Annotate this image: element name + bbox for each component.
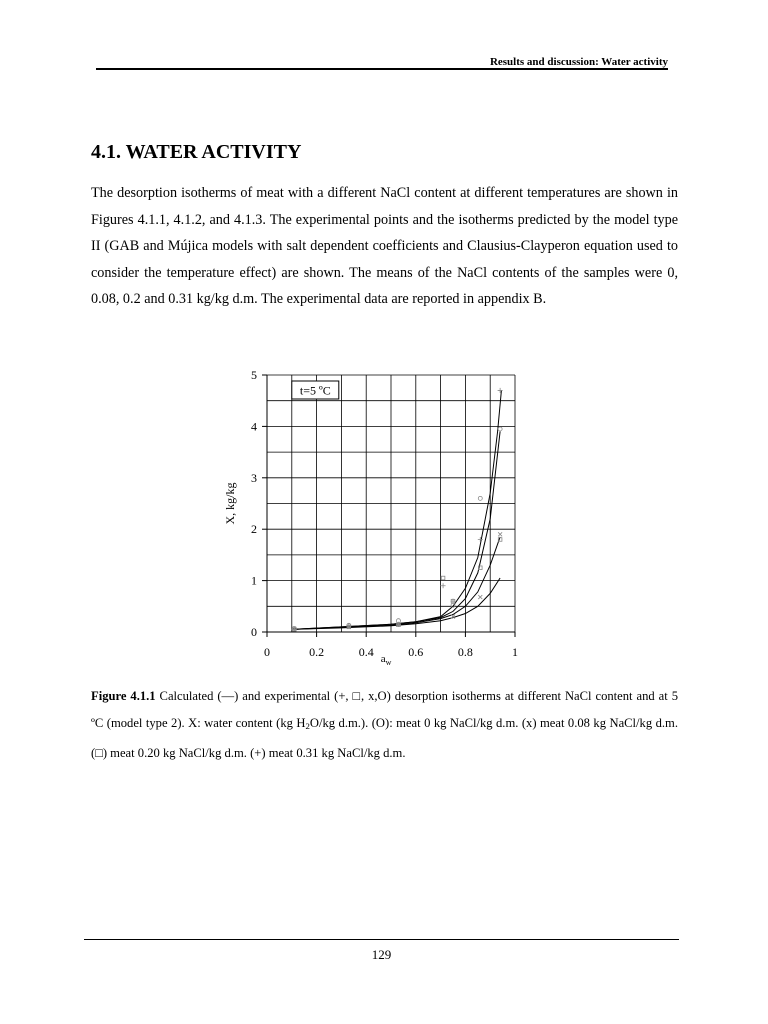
y-tick-label: 5 — [251, 368, 257, 382]
model-curve-2 — [292, 432, 500, 630]
experimental-points — [292, 388, 503, 632]
y-tick-label: 3 — [251, 470, 257, 485]
data-point-x — [498, 532, 502, 536]
caption-box-glyph-1: □ — [352, 689, 361, 703]
figure-caption — [91, 683, 678, 767]
y-tick-label: 2 — [251, 522, 257, 537]
body-paragraph: The desorption isotherms of meat with a different NaCl content at different temperatures are shown in Figures 4.1.1, 4.1.2, and 4.1.3. The experimental points and the isotherms predicted by the model type II (GAB and Mújica models with salt dependent coefficients and Clausius-Clayperon equation used to consider the temperature effect) are shown. The means of the NaCl contents of the samples were 0, 0.08, 0.2 and 0.31 kg/kg d.m. The experimental data are reported in appendix B. — [91, 185, 678, 308]
x-tick-label: 0.2 — [309, 645, 325, 659]
data-point-x — [478, 595, 482, 599]
figure-label: Figure 4.1.1 — [91, 689, 156, 703]
caption-text-4: ) meat 0.20 kg NaCl/kg d.m. (+) meat 0.31 kg NaCl/kg d.m. — [102, 745, 406, 760]
figure-4-1-1 — [220, 364, 540, 676]
running-header: Results and discussion: Water activity — [489, 56, 668, 68]
model-curve-4 — [292, 578, 500, 629]
section-title: 4.1. WATER ACTIVITY — [91, 141, 302, 163]
desorption-isotherm-chart — [220, 364, 540, 676]
caption-text-2: , x,O) desorption isotherms at different NaCl content and at 5 ºC (model type 2). X: water content (kg H — [91, 689, 678, 730]
data-point-circle — [498, 427, 502, 431]
y-tick-label: 0 — [251, 625, 257, 639]
x-tick-label: 0.4 — [358, 645, 374, 659]
page-number: 129 — [371, 947, 392, 962]
caption-text-3: O/kg d.m.). (O): meat 0 kg NaCl/kg d.m. (x) meat 0.08 kg NaCl/kg d.m. ( — [91, 716, 678, 760]
chart-axes — [223, 368, 518, 667]
data-point-plus — [441, 583, 446, 588]
caption-text-1: Calculated (—) and experimental (+, — [155, 689, 353, 703]
chart-grid — [267, 375, 515, 632]
x-tick-label: 0.8 — [457, 645, 473, 659]
data-point-circle — [478, 496, 482, 500]
x-tick-label: 0.6 — [408, 645, 424, 659]
footer-rule — [84, 939, 679, 940]
data-point-square — [441, 576, 445, 580]
header-rule — [96, 68, 668, 70]
temperature-label: t=5 ºC — [299, 383, 331, 398]
y-tick-label: 1 — [251, 573, 257, 588]
caption-box-glyph-2: □ — [95, 745, 103, 760]
caption-subscript: 2 — [305, 720, 310, 731]
chart-annotation — [292, 381, 339, 399]
y-tick-label: 4 — [251, 419, 257, 434]
model-curve-3 — [292, 537, 500, 630]
x-tick-label: 0 — [264, 645, 270, 659]
data-point-plus — [498, 388, 503, 393]
x-tick-label: 1 — [512, 645, 518, 659]
x-axis-label: $a_w$ — [380, 653, 392, 667]
y-axis-label: X, kg/kg — [223, 482, 237, 525]
